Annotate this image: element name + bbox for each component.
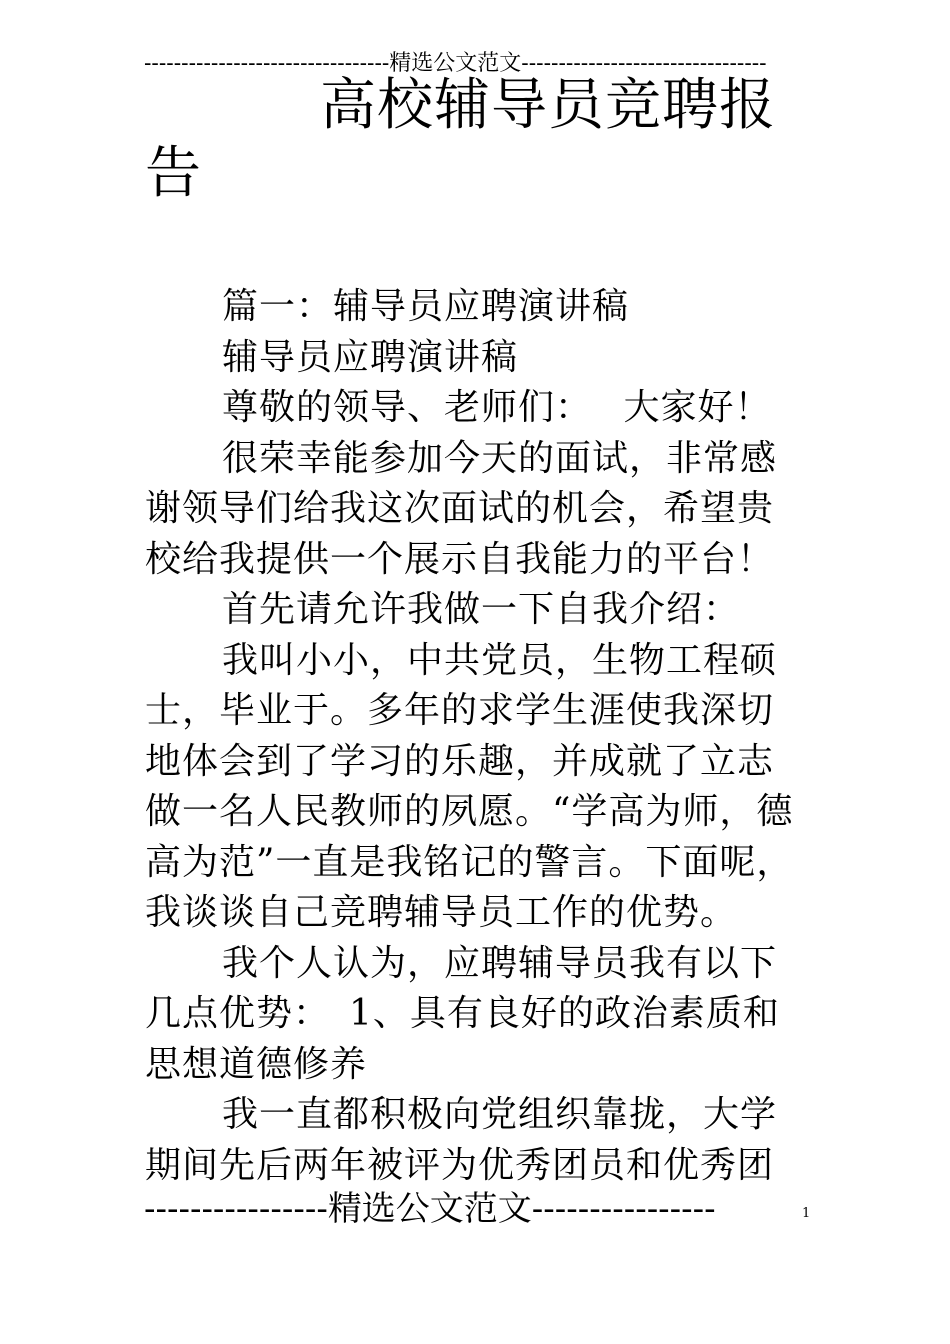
- paragraph-subheading: 辅导员应聘演讲稿: [222, 336, 519, 378]
- paragraph-section-heading: 篇一：辅导员应聘演讲稿: [222, 286, 630, 327]
- paragraph-intro: 首先请允许我做一下自我介绍：: [222, 589, 741, 630]
- paragraph-advantages: 我个人认为，应聘辅导员我有以下几点优势： 1、具有良好的政治素质和思想道德修养: [145, 942, 780, 1085]
- document-body: [145, 282, 810, 1191]
- paragraph-self-description: 我叫小小，中共党员，生物工程硕士，毕业于。多年的求学生涯使我深切地体会到了学习的乐趣，并成就了立志做一名人民教师的夙愿。“学高为师，德高为范”一直是我铭记的警言。下面呢，我谈谈自己竞聘辅导员工作的优势。: [145, 639, 794, 933]
- document-title: 高校辅导员竞聘报告: [145, 73, 776, 206]
- page-header: ---------------------------------精选公文范文---------------------------------: [144, 51, 767, 76]
- paragraph-thanks: 很荣幸能参加今天的面试，非常感谢领导们给我这次面试的机会，希望贵校给我提供一个展示自我能力的平台！: [145, 437, 778, 580]
- page-number: 1: [802, 1206, 811, 1221]
- paragraph-greeting: 尊敬的领导、老师们： 大家好！: [222, 387, 772, 428]
- paragraph-party: 我一直都积极向党组织靠拢，大学期间先后两年被评为优秀团员和优秀团: [145, 1094, 778, 1186]
- page-footer: ----------------精选公文范文----------------: [144, 1189, 716, 1229]
